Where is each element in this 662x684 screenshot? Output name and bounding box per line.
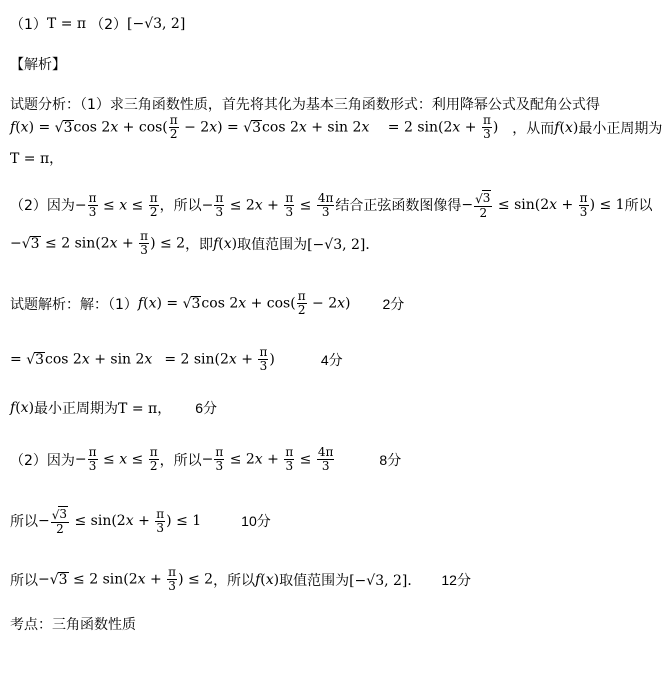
jiexi-title-text: 【解析】 — [10, 57, 66, 73]
answer-line — [10, 14, 185, 34]
min-period-text: 最小正周期为 — [578, 120, 662, 137]
score-10: 10分 — [241, 513, 271, 529]
solution-line4: （2）因为 − $\frac{\pi}{3}$ ≤ x ≤ $\frac{\pi}{2}$ ，所以 − $\frac{\pi}{3}$ ≤ 2x + $\frac{\pi}{3}$ ≤ $\frac{4\pi}{3}$ 8分 — [10, 445, 402, 473]
answer-part1-label: （1） — [10, 17, 47, 33]
p2-so: ，所以 — [159, 198, 202, 214]
p2-so2: 所以 — [624, 198, 653, 214]
solution-T-pi: T = π， — [118, 401, 172, 417]
kaodian-text: 考点：三角函数性质 — [10, 617, 136, 633]
range-answer: [−√3, 2]． — [307, 236, 380, 253]
range-text: ，即 — [185, 236, 214, 253]
p2-because: （2）因为 — [10, 198, 75, 214]
answer-range: [−√3, 2] — [127, 16, 186, 32]
combine-sine: 结合正弦函数图像得 — [335, 198, 462, 214]
from-period-text: ，从而 — [512, 120, 555, 137]
solution-so-c: ，所以 — [213, 572, 256, 589]
solution-p2-because: （2）因为 — [10, 452, 75, 469]
solution-so-b: 所以 — [10, 572, 38, 589]
solution-line5: 所以 − √ 3 2 ≤ sin(2x + $\frac{\pi}{3}$ ) ≤ 1 10分 — [10, 506, 271, 536]
answer-part2-label: （2） — [90, 17, 128, 33]
solution-range-values: 取值范围为 — [279, 572, 350, 589]
analysis-range-line: −√ 3 ≤ 2 sin(2x + $\frac{\pi}{3}$ ) ≤ 2 ，即 f(x) 取值范围为 [−√3, 2]． — [10, 229, 380, 257]
score-4: 4分 — [320, 351, 343, 368]
analysis-intro-text: 试题分析：（1）求三角函数性质，首先将其化为基本三角函数形式：利用降幂公式及配角公式得 — [10, 97, 600, 113]
score-2: 2分 — [382, 295, 405, 312]
solution-so-a: 所以 — [10, 514, 38, 530]
kaodian-line — [10, 614, 136, 634]
score-6: 6分 — [195, 400, 217, 416]
score-12: 12分 — [441, 571, 471, 588]
solution-line2: = √ 3 cos 2x + sin 2x = 2 sin(2x + $\frac{\pi}{3}$ ) 4分 — [10, 345, 343, 373]
solution-so: ，所以 — [159, 452, 202, 469]
score-8: 8分 — [379, 451, 402, 468]
solution-line1: 试题解析：解：（1） f(x) = √ 3 cos 2x + cos( $\frac{\pi}{2}$ − 2x) 2分 — [10, 289, 405, 317]
analysis-period-result — [10, 148, 63, 168]
solution-header: 试题解析：解：（1） — [10, 296, 138, 313]
analysis-intro — [10, 94, 600, 114]
solution-line6: 所以 −√ 3 ≤ 2 sin(2x + $\frac{\pi}{3}$ ) ≤ 2 ，所以 f(x) 取值范围为 [−√3, 2]． 12分 — [10, 565, 471, 593]
formula-expansion: f(x) = √ 3 cos 2x + cos( $\frac{\pi}{2}$ − 2x) = √ 3 cos 2x + sin 2x = 2 sin(2x + $\frac{\pi}{3}$ ) — [10, 113, 499, 141]
analysis-part2-line: （2）因为 − $\frac{\pi}{3}$ ≤ x ≤ $\frac{\pi}{2}$ ，所以 − $\frac{\pi}{3}$ ≤ 2x + $\frac{\pi}{3}$ ≤ $\frac{4\pi}{3}$ 结合正弦函数图像得 − √ 3 2 ≤ sin(2x + $\frac{\pi}{3}$ ) ≤ 1 所以 — [10, 190, 653, 220]
range-values-text: 取值范围为 — [237, 236, 308, 253]
answer-period: T = π — [46, 16, 87, 32]
solution-line3: f(x) 最小正周期为 T = π， 6分 — [10, 400, 217, 417]
solution-min-period: 最小正周期为 — [34, 401, 119, 417]
period-result: T = π， — [10, 151, 64, 167]
analysis-formula-line: f(x) = √ 3 cos 2x + cos( $\frac{\pi}{2}$ − 2x) = √ 3 cos 2x + sin 2x = 2 sin(2x + $\frac{\pi}{3}$ ) ，从而 f(x) 最小正周期为 — [10, 113, 662, 141]
jiexi-title — [10, 54, 66, 74]
solution-range-answer: [−√3, 2]． — [349, 572, 422, 589]
